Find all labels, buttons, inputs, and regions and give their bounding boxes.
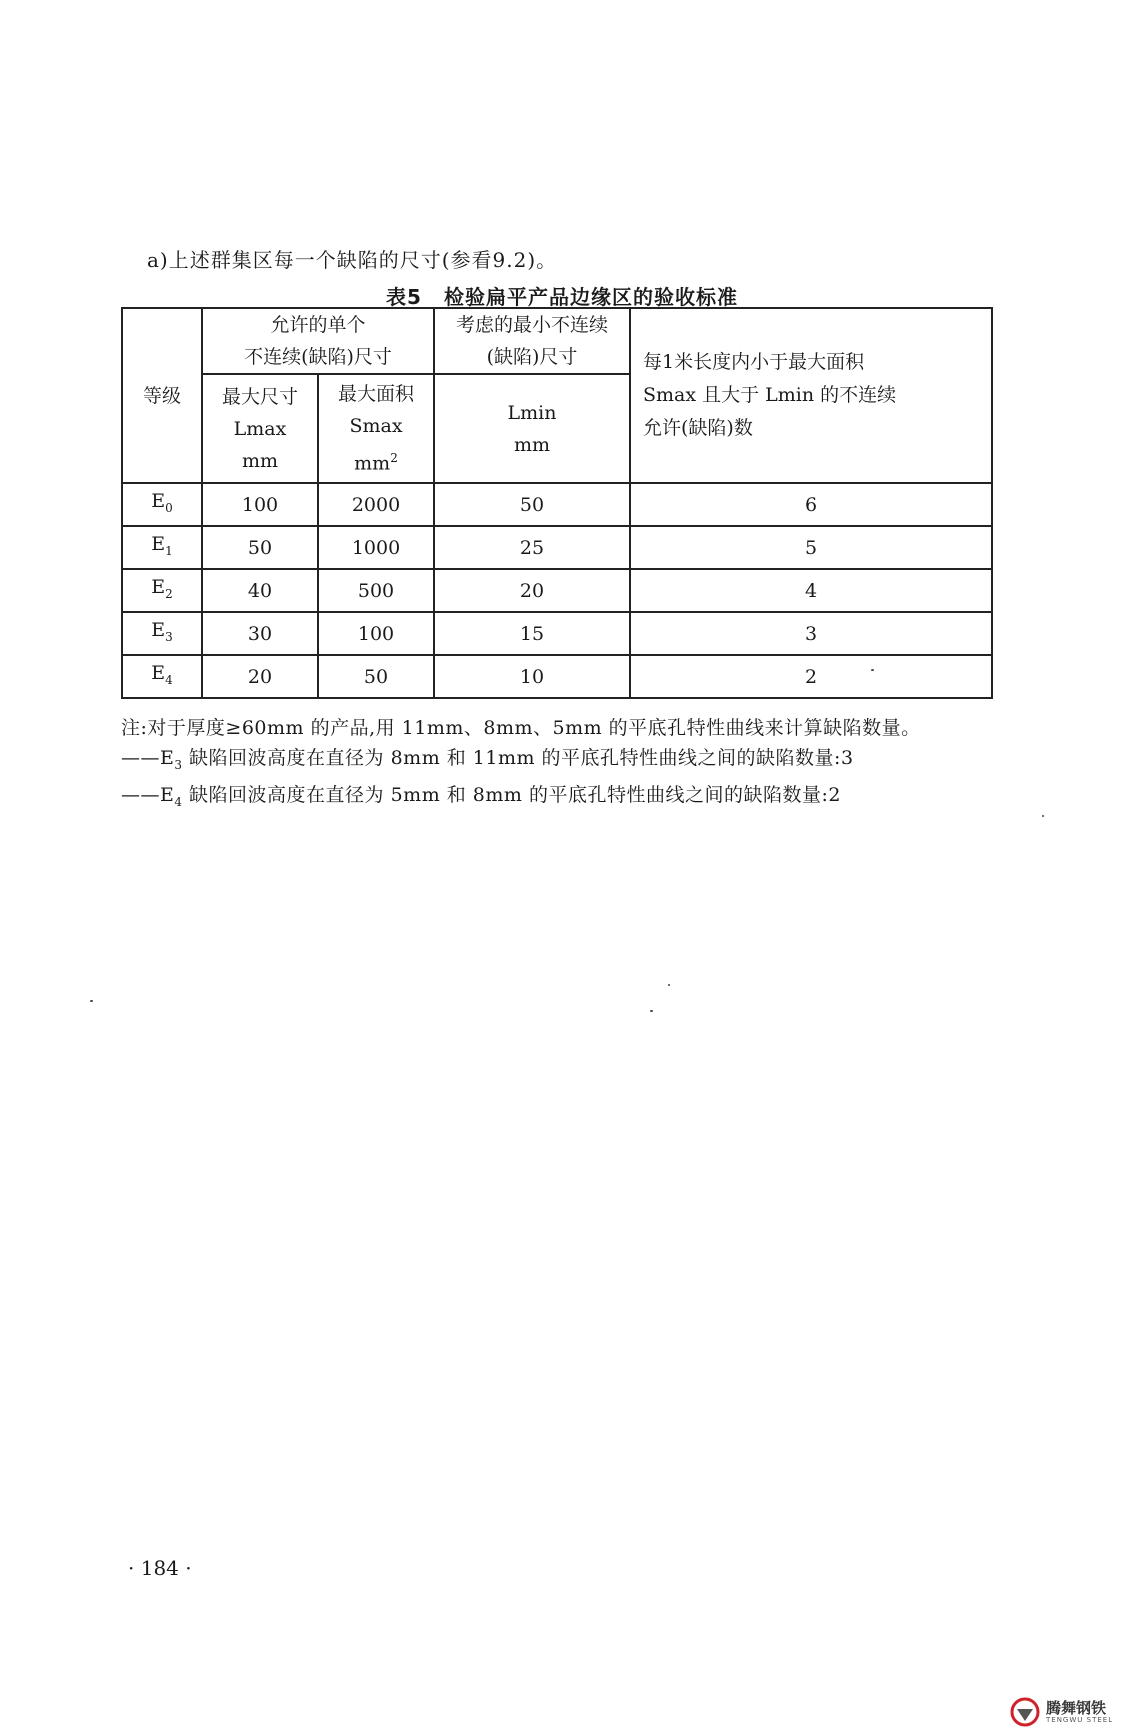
header-single-group <box>202 308 434 374</box>
header-single-line2: 不连续(缺陷)尺寸 <box>244 346 392 368</box>
table-notes <box>121 713 921 817</box>
lmin-cell: 25 <box>434 526 630 569</box>
header-grade: 等级 <box>122 308 202 483</box>
header-lmin-group-line2: (缺陷)尺寸 <box>486 346 578 368</box>
lmax-cell: 30 <box>202 612 318 655</box>
smax-cell: 500 <box>318 569 434 612</box>
brand-logo <box>1010 1697 1113 1727</box>
header-lmin <box>434 374 630 483</box>
grade-cell: $E_1$ <box>122 526 202 569</box>
header-smax <box>318 374 434 483</box>
header-smax-line2: Smax <box>349 414 403 437</box>
acceptance-table <box>121 307 993 699</box>
lmax-cell: 50 <box>202 526 318 569</box>
header-lmax-line2: Lmax <box>233 417 287 440</box>
table-caption <box>0 281 1124 310</box>
lmax-cell: 40 <box>202 569 318 612</box>
lmax-cell: 100 <box>202 483 318 526</box>
smax-unit-base: mm <box>354 452 391 475</box>
scan-speck <box>1042 815 1044 817</box>
header-lmax-line1: 最大尺寸 <box>221 385 298 408</box>
header-count-line1: 每1米长度内小于最大面积 <box>643 351 865 373</box>
footnote-a: a)上述群集区每一个缺陷的尺寸(参看9.2)。 <box>147 248 558 272</box>
table-row <box>122 612 992 655</box>
lmin-cell: 15 <box>434 612 630 655</box>
lmax-cell: 20 <box>202 655 318 698</box>
scan-speck <box>668 984 670 986</box>
header-lmin-group-line1: 考虑的最小不连续 <box>456 314 609 336</box>
lmin-cell: 50 <box>434 483 630 526</box>
note-line-3: $——E_4$ 缺陷回波高度在直径为 5mm 和 8mm 的平底孔特性曲线之间的缺陷数量:2 <box>121 783 841 809</box>
header-count-line2: Smax 且大于 Lmin 的不连续 <box>643 384 897 406</box>
note-line-2: $——E_3$ 缺陷回波高度在直径为 8mm 和 11mm 的平底孔特性曲线之间的缺陷数量:3 <box>121 747 854 772</box>
header-lmax-unit: mm <box>241 449 279 472</box>
table-row <box>122 569 992 612</box>
logo-en: TENGWU STEEL <box>1046 1715 1114 1724</box>
grade-cell: $E_4$ <box>122 655 202 698</box>
count-cell: 5 <box>630 526 992 569</box>
smax-cell: 100 <box>318 612 434 655</box>
smax-unit-exp: 2 <box>390 450 398 465</box>
grade-cell: $E_2$ <box>122 569 202 612</box>
header-lmax <box>202 374 318 483</box>
note-line-1: 注:对于厚度≥60mm 的产品,用 11mm、8mm、5mm 的平底孔特性曲线来计算缺陷数量。 <box>121 717 921 739</box>
table-row <box>122 526 992 569</box>
header-count-line3: 允许(缺陷)数 <box>643 417 753 439</box>
table-row <box>122 483 992 526</box>
table-title: 检验扁平产品边缘区的验收标准 <box>443 285 738 309</box>
header-single-line1: 允许的单个 <box>270 314 366 336</box>
header-count <box>630 308 992 483</box>
smax-cell: 2000 <box>318 483 434 526</box>
lmin-cell: 10 <box>434 655 630 698</box>
scan-speck <box>871 669 874 671</box>
scan-speck <box>650 1010 653 1012</box>
header-lmin-line1: Lmin <box>507 401 557 424</box>
count-cell: 4 <box>630 569 992 612</box>
smax-cell: 1000 <box>318 526 434 569</box>
logo-text <box>1046 1700 1113 1725</box>
header-smax-line1: 最大面积 <box>338 382 415 405</box>
table-number: 表5 <box>386 285 422 309</box>
logo-cn: 腾舞钢铁 <box>1046 1698 1107 1717</box>
count-cell: 2 <box>630 655 992 698</box>
tengwu-logo-icon <box>1010 1697 1040 1727</box>
count-cell: 3 <box>630 612 992 655</box>
grade-cell: $E_0$ <box>122 483 202 526</box>
header-smax-unit <box>319 442 433 479</box>
count-cell: 6 <box>630 483 992 526</box>
table-row <box>122 655 992 698</box>
smax-cell: 50 <box>318 655 434 698</box>
page-number: · 184 · <box>128 1556 192 1580</box>
grade-cell: $E_3$ <box>122 612 202 655</box>
scan-speck <box>90 1000 93 1002</box>
lmin-cell: 20 <box>434 569 630 612</box>
header-lmin-group <box>434 308 630 374</box>
header-lmin-unit: mm <box>513 433 551 456</box>
